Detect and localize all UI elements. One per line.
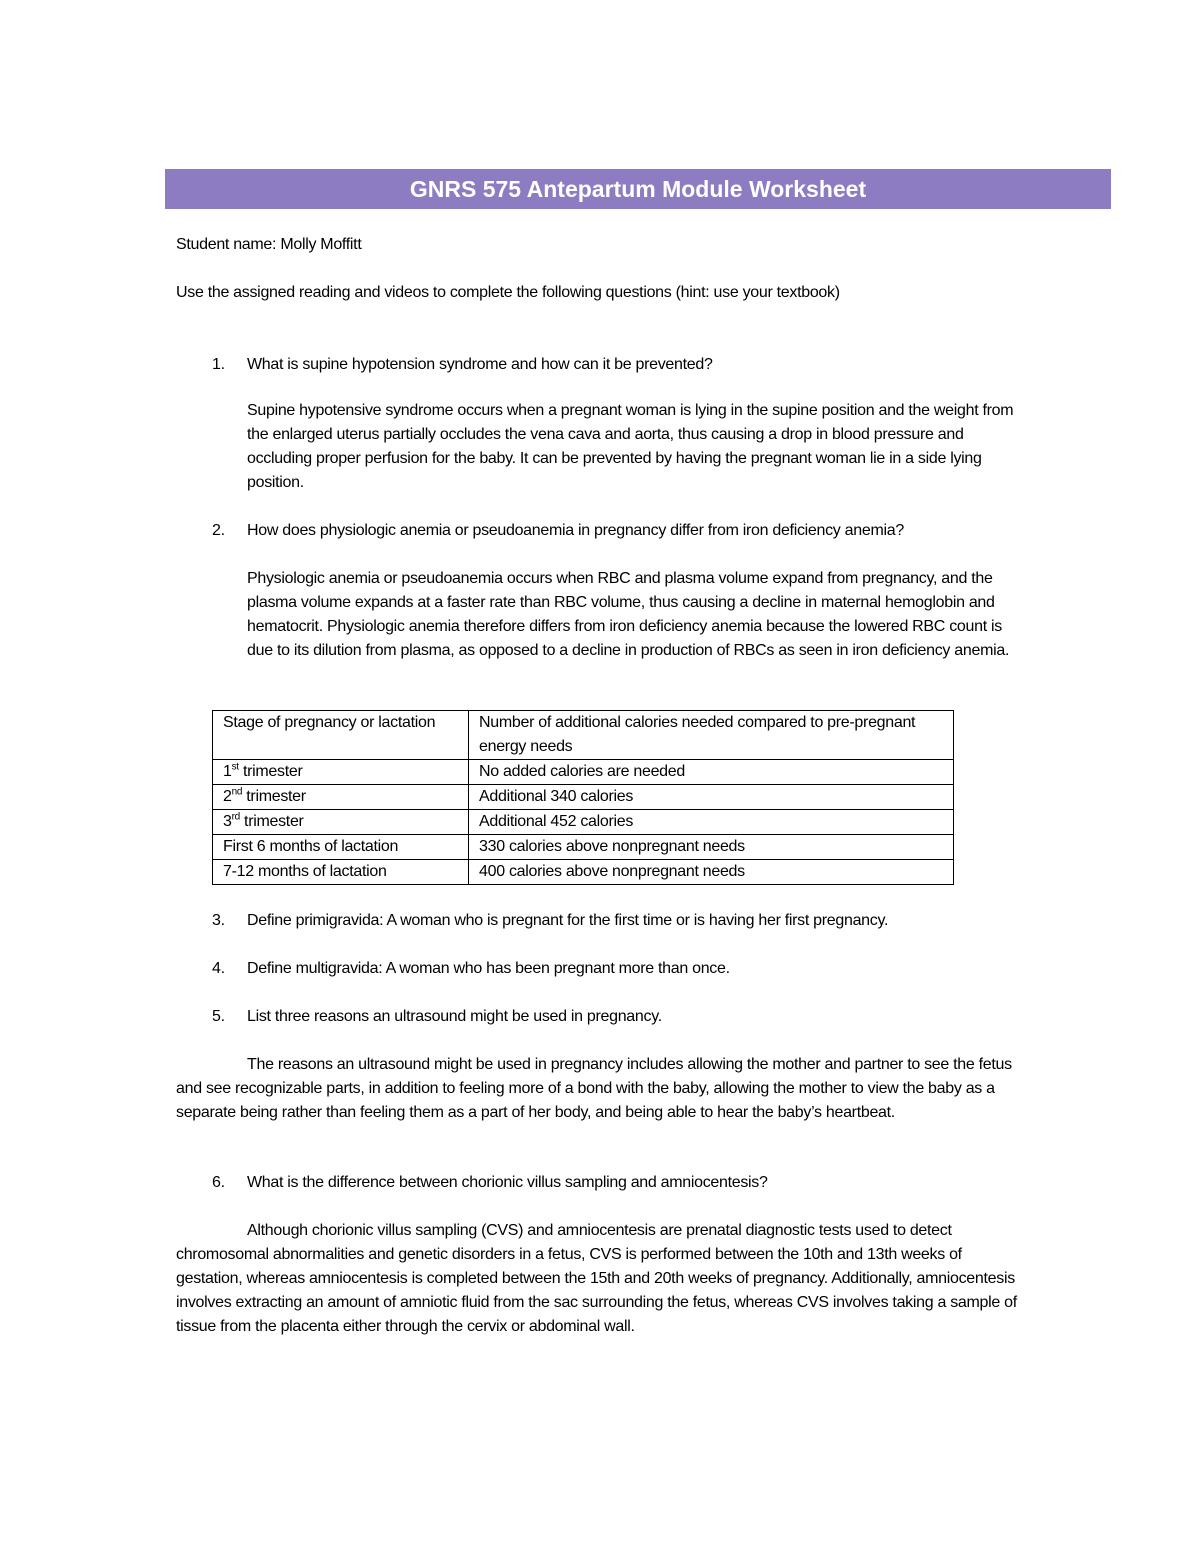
table-row bbox=[213, 835, 954, 860]
instructions: Use the assigned reading and videos to complete the following questions (hint: use your textbook) bbox=[176, 284, 840, 301]
table-cell-calories: Additional 452 calories bbox=[469, 810, 954, 835]
table-cell-stage: 3rd trimester bbox=[213, 810, 469, 835]
question-3: Define primigravida: A woman who is pregnant for the first time or is having her first pregnancy. bbox=[247, 912, 889, 929]
table-cell-stage: 1st trimester bbox=[213, 760, 469, 785]
question-4: Define multigravida: A woman who has been pregnant more than once. bbox=[247, 960, 730, 977]
table-row bbox=[213, 760, 954, 785]
table-cell-calories: Additional 340 calories bbox=[469, 785, 954, 810]
table-cell-stage: 2nd trimester bbox=[213, 785, 469, 810]
table-header-calories: Number of additional calories needed compared to pre-pregnant energy needs bbox=[469, 711, 954, 760]
table-cell-calories: No added calories are needed bbox=[469, 760, 954, 785]
answer-5: The reasons an ultrasound might be used in pregnancy includes allowing the mother and partner to see the fetus and see recognizable parts, in addition to feeling more of a bond with the baby, allowing the mother to view the baby as a separate being rather than feeling them as a part of her body, and being able to hear the baby’s heartbeat. bbox=[176, 1056, 1012, 1121]
question-1: What is supine hypotension syndrome and how can it be prevented? bbox=[247, 356, 713, 373]
question-number: 1. bbox=[212, 356, 225, 373]
table-header-stage: Stage of pregnancy or lactation bbox=[213, 711, 469, 760]
question-number: 6. bbox=[212, 1174, 225, 1191]
student-name: Student name: Molly Moffitt bbox=[176, 236, 362, 253]
answer-6: Although chorionic villus sampling (CVS) and amniocentesis are prenatal diagnostic tests used to detect chromosomal abnormalities and genetic disorders in a fetus, CVS is performed between the 10th and 13th weeks of gestation, whereas amniocentesis is completed between the 15th and 20th weeks of pregnancy. Additionally, amniocentesis involves extracting an amount of amniotic fluid from the sac surrounding the fetus, whereas CVS involves taking a sample of tissue from the placenta either through the cervix or abdominal wall. bbox=[176, 1222, 1017, 1335]
table-row bbox=[213, 785, 954, 810]
table-row bbox=[213, 860, 954, 885]
question-number: 4. bbox=[212, 960, 225, 977]
table-cell-stage: 7-12 months of lactation bbox=[213, 860, 469, 885]
question-5: List three reasons an ultrasound might be used in pregnancy. bbox=[247, 1008, 662, 1025]
table-cell-calories: 400 calories above nonpregnant needs bbox=[469, 860, 954, 885]
answer-1: Supine hypotensive syndrome occurs when a pregnant woman is lying in the supine position and the weight from the enlarged uterus partially occludes the vena cava and aorta, thus causing a drop in blood pressure and occluding proper perfusion for the baby. It can be prevented by having the pregnant woman lie in a side lying position. bbox=[247, 402, 1014, 491]
answer-2: Physiologic anemia or pseudoanemia occurs when RBC and plasma volume expand from pregnancy, and the plasma volume expands at a faster rate than RBC volume, thus causing a decline in maternal hemoglobin and hematocrit. Physiologic anemia therefore differs from iron deficiency anemia because the lowered RBC count is due to its dilution from plasma, as opposed to a decline in production of RBCs as seen in iron deficiency anemia. bbox=[247, 570, 1010, 659]
question-6: What is the difference between chorionic villus sampling and amniocentesis? bbox=[247, 1174, 768, 1191]
calorie-table bbox=[212, 710, 954, 885]
table-cell-calories: 330 calories above nonpregnant needs bbox=[469, 835, 954, 860]
worksheet-title: GNRS 575 Antepartum Module Worksheet bbox=[165, 169, 1111, 209]
question-number: 3. bbox=[212, 912, 225, 929]
table-row bbox=[213, 810, 954, 835]
question-number: 5. bbox=[212, 1008, 225, 1025]
table-cell-stage: First 6 months of lactation bbox=[213, 835, 469, 860]
table-header-row bbox=[213, 711, 954, 760]
question-2: How does physiologic anemia or pseudoanemia in pregnancy differ from iron deficiency anemia? bbox=[247, 522, 904, 539]
question-number: 2. bbox=[212, 522, 225, 539]
